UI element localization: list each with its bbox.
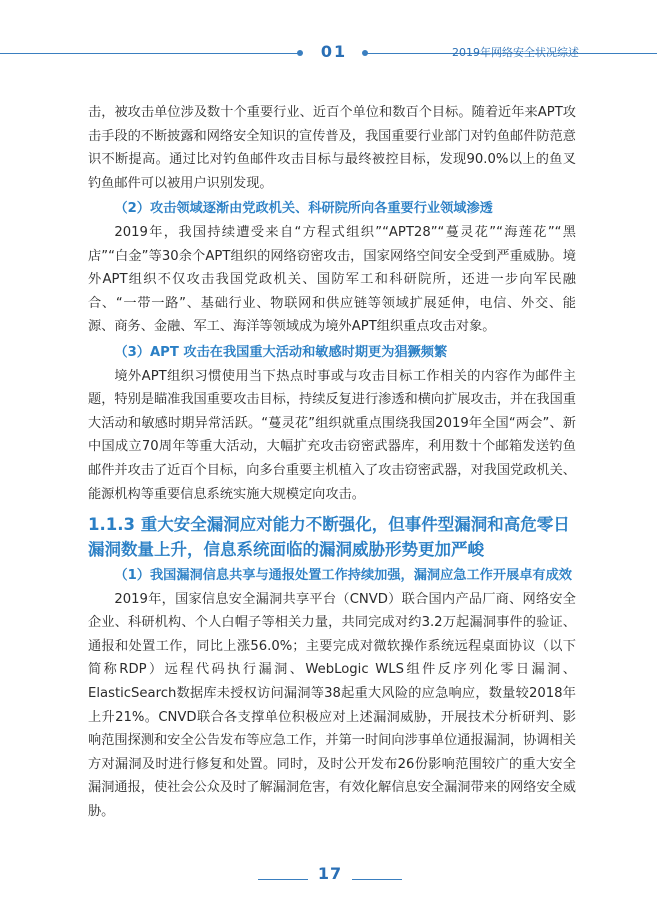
paragraph: 2019年，国家信息安全漏洞共享平台（CNVD）联合国内产品厂商、网络安全企业、科研机构、个人白帽子等相关力量，共同完成对约3.2万起漏洞事件的验证、通报和处置工作，同比上涨56.0%；主要完成对微软操作系统远程桌面协议（以下简称RDP）远程代码执行漏洞、WebLogic WLS组件反序列化零日漏洞、ElasticSearch数据库未授权访问漏洞等38起重大风险的应急响应，数量较2018年上升21%。CNVD联合各支撑单位积极应对上述漏洞威胁，开展技术分析研判、影响范围探测和安全公告发布等应急工作，并第一时间向涉事单位通报漏洞，协调相关方对漏洞及时进行修复和处置。同时，及时公开发布26份影响范围较广的重大安全漏洞通报，使社会公众及时了解漏洞危害，有效化解信息安全漏洞带来的网络安全威胁。 (88, 591, 576, 820)
footer-rule-left (258, 879, 308, 880)
section-heading: 1.1.3 重大安全漏洞应对能力不断强化，但事件型漏洞和高危零日漏洞数量上升，信息系统面临的漏洞威胁形势更加严峻 (88, 515, 570, 560)
subheading: （3）APT 攻击在我国重大活动和敏感时期更为猖獗频繁 (114, 344, 448, 360)
paragraph: 2019年，我国持续遭受来自“方程式组织”“APT28”“蔓灵花”“海莲花”“黑店”“白金”等30余个APT组织的网络窃密攻击，国家网络空间安全受到严重威胁。境外APT组织不仅攻击我国党政机关、国防军工和科研院所，还进一步向军民融合、“一带一路”、基础行业、物联网和供应链等领域扩展延伸，电信、外交、能源、商务、金融、军工、海洋等领域成为境外APT组织重点攻击对象。 (88, 224, 576, 335)
chapter-number: 01 (320, 42, 348, 61)
running-header-title: 2019年网络安全状况综述 (452, 46, 579, 59)
header-rule-left (0, 53, 300, 54)
header-rule-dot-left (297, 50, 303, 56)
subheading: （1）我国漏洞信息共享与通报处置工作持续加强，漏洞应急工作开展卓有成效 (114, 568, 572, 584)
subheading: （2）攻击领域逐渐由党政机关、科研院所向各重要行业领域渗透 (114, 201, 493, 217)
page-number: 17 (317, 864, 343, 883)
paragraph: 击，被攻击单位涉及数十个重要行业、近百个单位和数百个目标。随着近年来APT攻击手段的不断披露和网络安全知识的宣传普及，我国重要行业部门对钓鱼邮件防范意识不断提高。通过比对钓鱼邮件攻击目标与最终被控目标，发现90.0%以上的鱼叉钓鱼邮件可以被用户识别发现。 (88, 105, 576, 191)
page-body (88, 101, 576, 824)
paragraph: 境外APT组织习惯使用当下热点时事或与攻击目标工作相关的内容作为邮件主题，特别是瞄准我国重要攻击目标，持续反复进行渗透和横向扩展攻击，并在我国重大活动和敏感时期异常活跃。“蔓灵花”组织就重点围绕我国2019年全国“两会”、新中国成立70周年等重大活动，大幅扩充攻击窃密武器库，利用数十个邮箱发送钓鱼邮件并攻击了近百个目标，向多台重要主机植入了攻击窃密武器，对我国党政机关、能源机构等重要信息系统实施大规模定向攻击。 (88, 368, 576, 502)
footer-rule-right (352, 879, 402, 880)
